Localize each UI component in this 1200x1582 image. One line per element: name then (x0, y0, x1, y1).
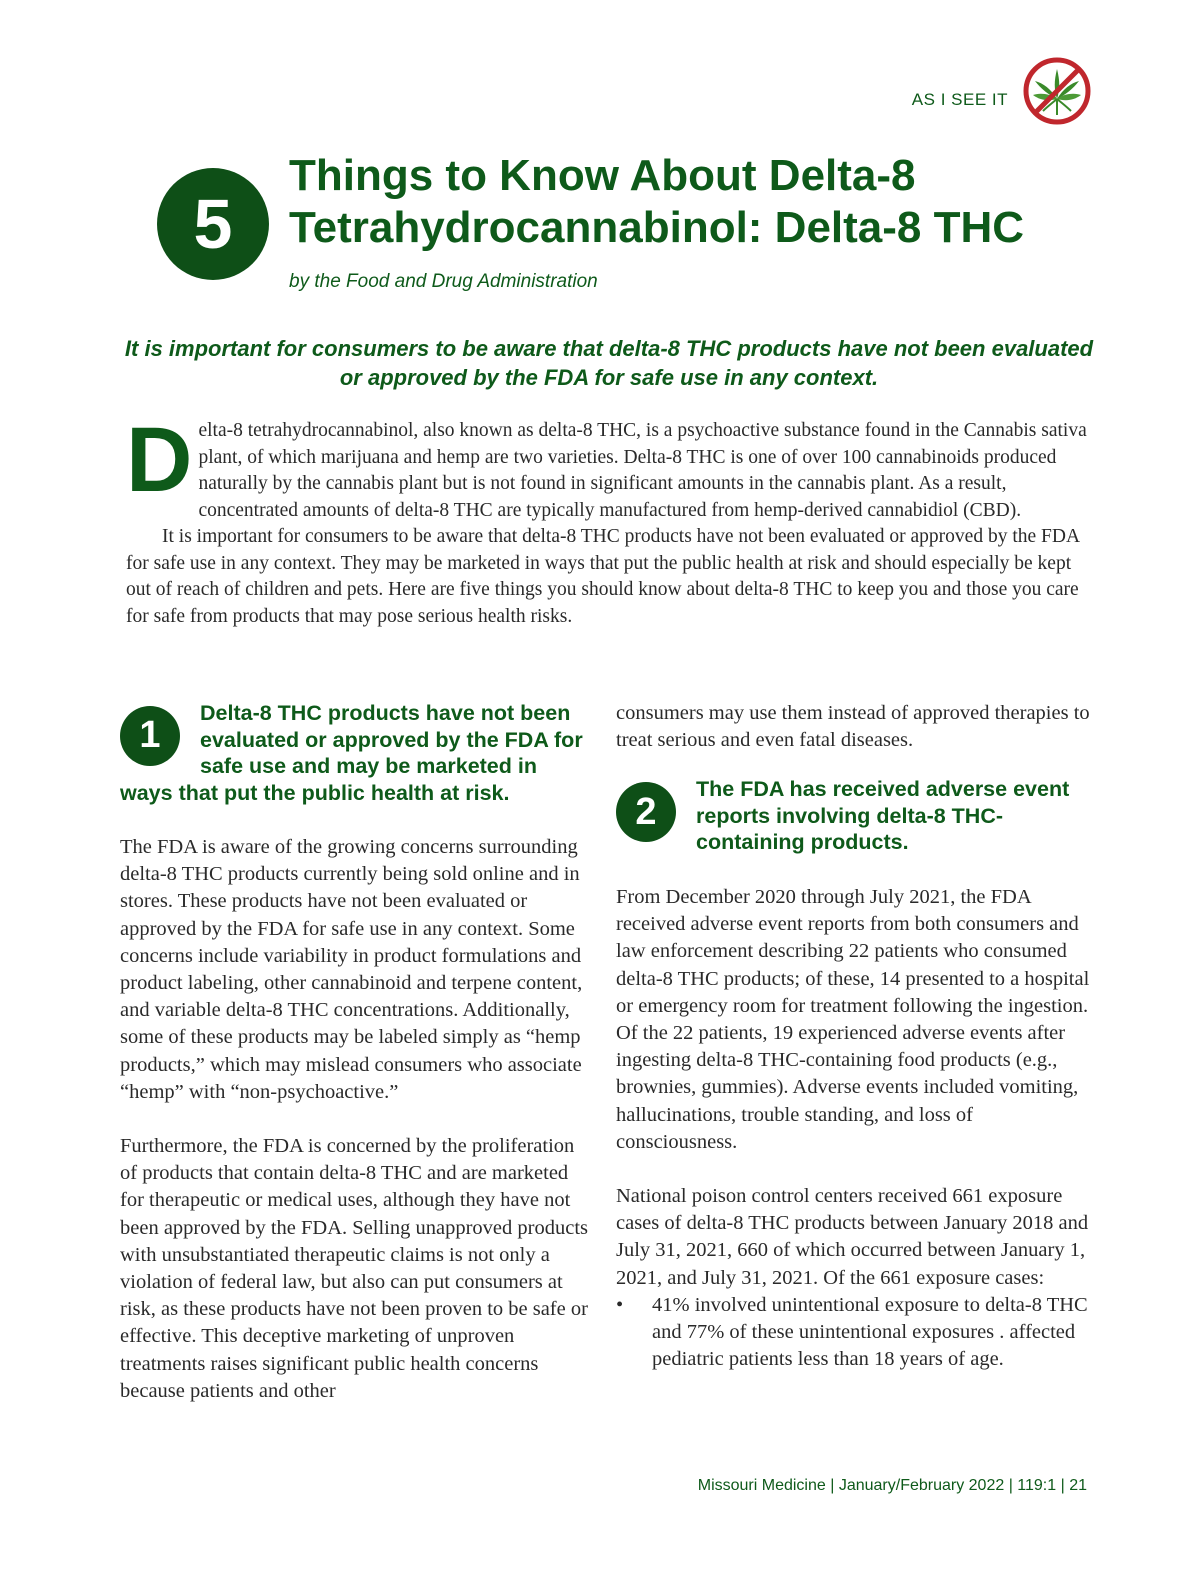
intro-paragraph-2: It is important for consumers to be aware that delta-8 THC products have not been evaluated or approved by the FDA for safe use in any context. They may be marketed in ways that put the public health at risk and should especially be kept out of reach of children and pets. Here are five things you should know about delta-8 THC to keep you and those you care for safe from products that may pose serious health risks. (126, 526, 1079, 627)
right-column (616, 700, 1090, 1373)
byline: by the Food and Drug Administration (289, 271, 598, 292)
exposure-bullet-list (616, 1292, 1090, 1374)
section-kicker: AS I SEE IT (911, 90, 1008, 109)
title-number-badge: 5 (157, 168, 269, 280)
no-cannabis-icon (1022, 56, 1092, 126)
intro-paragraph-1 (126, 409, 1092, 524)
section-1-heading-block (120, 700, 594, 806)
section-1-paragraph-2: Furthermore, the FDA is concerned by the proliferation of products that contain delta-8 THC and are marketed for therapeutic or medical uses, although they have not been approved by the FDA. Selling unapproved products with unsubstantiated therapeutic claims is not only a violation of federal law, but also can put consumers at risk, as these products have not been proven to be safe or effective. This deceptive marketing of unproven treatments raises significant public health concerns because patients and other (120, 1135, 588, 1402)
section-1-number-badge: 1 (120, 706, 180, 766)
section-1-paragraph-2-continued: consumers may use them instead of approved therapies to treat serious and even fatal diseases. (616, 702, 1090, 752)
page-footer: Missouri Medicine | January/February 2022 | 119:1 | 21 (697, 1477, 1087, 1494)
section-2-paragraph-1: From December 2020 through July 2021, the FDA received adverse event reports from both consumers and law enforcement describing 22 patients who consumed delta-8 THC products; of these, 14 presented to a hospital or emergency room for treatment following the ingestion. Of the 22 patients, 19 experienced adverse events after ingesting delta-8 THC-containing food products (e.g., brownies, gummies). Adverse events included vomiting, hallucinations, trouble standing, and loss of consciousness. (616, 885, 1090, 1153)
intro-text (126, 409, 1092, 630)
pull-quote: It is important for consumers to be aware that delta-8 THC products have not been evaluated or approved by the FDA for safe use in any context. (124, 336, 1094, 390)
section-2-number-badge: 2 (616, 782, 676, 842)
drop-cap: D (126, 409, 193, 511)
section-2-paragraph-2: National poison control centers received 661 exposure cases of delta-8 THC products between January 2018 and July 31, 2021, 660 of which occurred between January 1, 2021, and July 31, 2021. Of the 661 exposure cases: (616, 1184, 1089, 1289)
list-item: • 41% involved unintentional exposure to delta-8 THC and 77% of these unintentional exposures . affected pediatric patients less than 18 years of age. (616, 1292, 1090, 1374)
article-title: Things to Know About Delta-8 Tetrahydrocannabinol: Delta-8 THC (289, 151, 1025, 252)
section-2-heading-block (616, 776, 1090, 856)
left-column (120, 700, 594, 1405)
section-1-paragraph-1: The FDA is aware of the growing concerns surrounding delta-8 THC products currently being sold online and in stores. These products have not been evaluated or approved by the FDA for safe use in any context. Some concerns include variability in product formulations and product labeling, other cannabinoid and terpene content, and variable delta-8 THC concentrations. Additionally, some of these products may be labeled simply as “hemp products,” which may mislead consumers who associate “hemp” with “non-psychoactive.” (120, 836, 583, 1103)
intro-paragraph-1-body: elta-8 tetrahydrocannabinol, also known as delta-8 THC, is a psychoactive substance found in the Cannabis sativa plant, of which marijuana and hemp are two varieties. Delta-8 THC is one of over 100 cannabinoids produced naturally by the cannabis plant but is not found in significant amounts in the cannabis plant. As a result, concentrated amounts of delta-8 THC are typically manufactured from hemp-derived cannabidiol (CBD). (198, 420, 1087, 521)
section-1-heading: Delta-8 THC products have not been evaluated or approved by the FDA for safe use and may be marketed in ways that put the public health at risk. (120, 701, 583, 805)
section-2-heading: The FDA has received adverse event reports involving delta-8 THC-containing products. (696, 777, 1070, 855)
